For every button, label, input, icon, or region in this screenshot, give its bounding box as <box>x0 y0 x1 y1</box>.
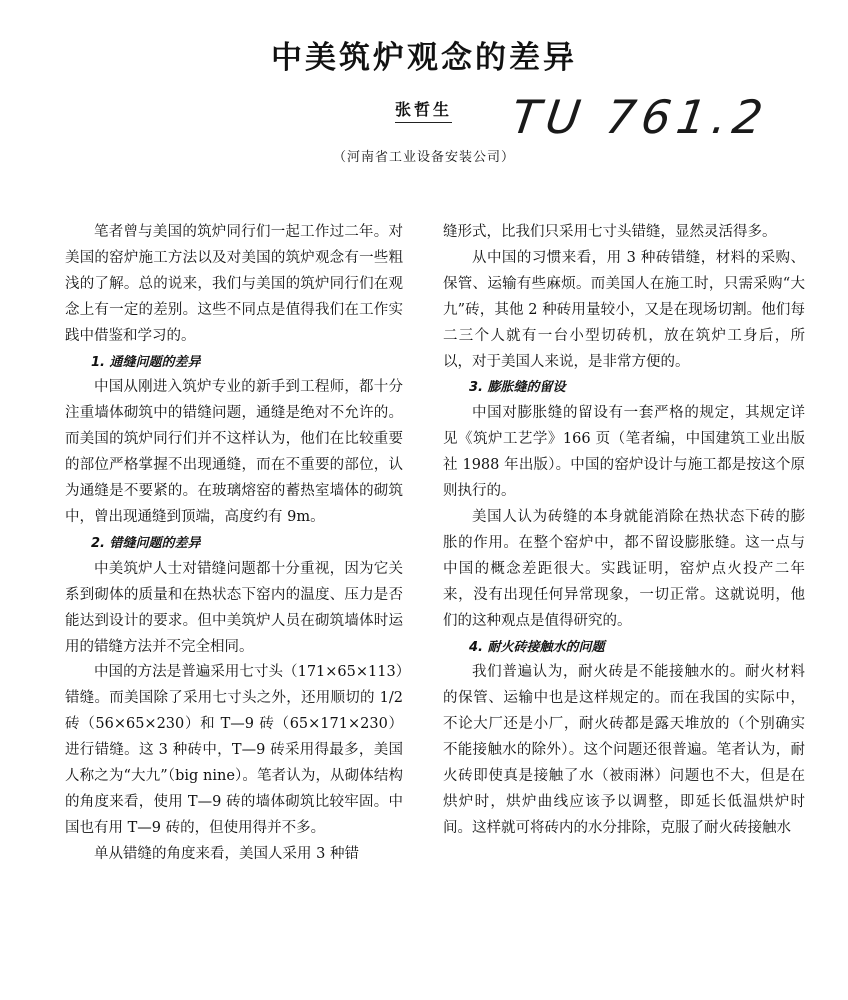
author-affiliation: （河南省工业设备安装公司） <box>332 150 515 165</box>
paragraph: 中美筑炉人士对错缝问题都十分重视，因为它关系到砌体的质量和在热状态下窑内的温度、压力是否能达到设计的要求。但中美筑炉人员在砌筑墙体时运用的错缝方法并不完全相同。 <box>65 560 403 655</box>
paragraph: 中国从刚进入筑炉专业的新手到工程师，都十分注重墙体砌筑中的错缝问题，通缝是绝对不允许的。而美国的筑炉同行们并不这样认为，他们在比较重要的部位严格掌握不出现通缝，而在不重要的部位，认为通缝是不要紧的。在玻璃熔窑的蓄热室墙体的砌筑中，曾出现通缝到顶端，高度约有 9m。 <box>65 379 403 525</box>
left-column <box>65 220 403 868</box>
paragraph: 从中国的习惯来看，用 3 种砖错缝，材料的采购、保管、运输有些麻烦。而美国人在施工时，只需采购“大九”砖，其他 2 种砖用量较小，又是在现场切割。他们每二三个人就有一台小型切砖机，放在筑炉工身后，所以，对于美国人来说，是非常方便的。 <box>443 249 805 370</box>
paragraph: 我们普遍认为，耐火砖是不能接触水的。耐火材料的保管、运输中也是这样规定的。而在我国的实际中，不论大厂还是小厂，耐火砖都是露天堆放的（个别确实不能接触水的除外）。这个问题还很普遍。笔者认为，耐火砖即使真是接触了水（被雨淋）问题也不大，但是在烘炉时，烘炉曲线应该予以调整，即延长低温烘炉时间。这样就可将砖内的水分排除，克服了耐火砖接触水 <box>443 664 805 836</box>
section-heading: 1. 通缝问题的差异 <box>91 354 201 370</box>
author-name: 张哲生 <box>395 97 452 123</box>
article-title: 中美筑炉观念的差异 <box>271 40 577 76</box>
paragraph: 笔者曾与美国的筑炉同行们一起工作过二年。对美国的窑炉施工方法以及对美国的筑炉观念有一些粗浅的了解。总的说来，我们与美国的筑炉同行们在观念上有一定的差别。这些不同点是值得我们在工作实践中借鉴和学习的。 <box>65 224 403 344</box>
paragraph: 中国对膨胀缝的留设有一套严格的规定，其规定详见《筑炉工艺学》166 页（笔者编，中国建筑工业出版社 1988 年出版）。中国的窑炉设计与施工都是按这个原则执行的。 <box>443 405 805 500</box>
paragraph: 美国人认为砖缝的本身就能消除在热状态下砖的膨胀的作用。在整个窑炉中，都不留设膨胀缝。这一点与中国的概念差距很大。实践证明，窑炉点火投产二年来，没有出现任何异常现象，一切正常。这就说明，他们的这种观点是值得研究的。 <box>443 508 805 629</box>
handwritten-classification-note: TU 761.2 <box>508 90 772 144</box>
section-heading: 3. 膨胀缝的留设 <box>469 380 566 396</box>
paragraph: 中国的方法是普遍采用七寸头（171×65×113）错缝。而美国除了采用七寸头之外，还用顺切的 1/2 砖（56×65×230）和 T—9 砖（65×171×230）进行错缝。这 3 种砖中，T—9 砖采用得最多，美国人称之为“大九”（big nine）。笔者认为，从砌体结构的角度来看，使用 T—9 砖的墙体砌筑比较牢固。中国也有用 T—9 砖的，但使用得并不多。 <box>65 664 403 836</box>
paragraph: 单从错缝的角度来看，美国人采用 3 种错 <box>94 845 359 862</box>
paragraph-continuation: 缝形式，比我们只采用七寸头错缝，显然灵活得多。 <box>443 224 777 240</box>
section-heading: 4. 耐火砖接触水的问题 <box>469 639 605 655</box>
right-column <box>443 220 805 842</box>
section-heading: 2. 错缝问题的差异 <box>91 535 201 551</box>
